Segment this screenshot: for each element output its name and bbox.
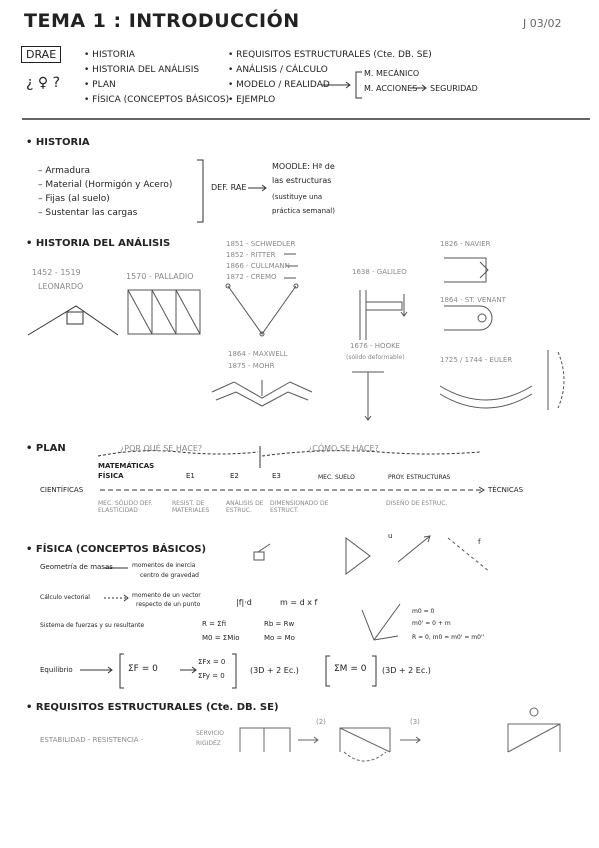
fisica-eq2a: Rb = Rw bbox=[264, 620, 295, 628]
hooke-label: 1676 - HOOKE bbox=[350, 342, 401, 350]
eq-bracket-right bbox=[326, 656, 330, 686]
index-item-ejemplo: • EJEMPLO bbox=[228, 95, 276, 105]
palladio-label: 1570 - PALLADIO bbox=[126, 272, 194, 281]
vector-u: u bbox=[388, 532, 393, 540]
page-date: J 03/02 bbox=[523, 17, 562, 30]
hooke-note: (sólido deformable) bbox=[346, 354, 405, 361]
plan-cientificas: CIENTÍFICAS bbox=[40, 486, 84, 494]
euler-label: 1725 / 1744 - EULER bbox=[440, 356, 513, 364]
page-title: TEMA 1 : INTRODUCCIÓN bbox=[24, 10, 300, 32]
hooke-sketch bbox=[352, 372, 384, 420]
eq-fy: ΣFy = 0 bbox=[198, 672, 225, 680]
model-acciones: M. ACCIONES bbox=[364, 84, 418, 93]
model-mecanico: M. MECÁNICO bbox=[364, 69, 420, 78]
plan-e2: E2 bbox=[230, 472, 239, 480]
leonardo-name: LEONARDO bbox=[38, 282, 84, 291]
model-bracket bbox=[356, 72, 362, 98]
figure-icon: ¿ ♀ ? bbox=[26, 75, 61, 91]
index-item-historia: • HISTORIA bbox=[84, 50, 135, 60]
fisica-geometria: Geometría de masas bbox=[40, 563, 113, 571]
moment-note-3: R = 0, m0 = m0' = m0'' bbox=[412, 634, 485, 641]
cullmann-label: 1866 - CULLMANN bbox=[226, 262, 290, 270]
requisitos-frames bbox=[240, 708, 560, 761]
plan-tecnicas: TÉCNICAS bbox=[488, 486, 524, 494]
vector-f: f bbox=[478, 538, 481, 546]
fisica-calculo-r2: respecto de un punto bbox=[136, 601, 201, 608]
historia-item: – Armadura bbox=[38, 166, 90, 176]
fisica-calculo-r1: momento de un vector bbox=[132, 592, 201, 599]
historia-item: – Fijas (al suelo) bbox=[38, 194, 110, 204]
section-historia: • HISTORIA bbox=[26, 137, 90, 148]
fisica-vectors bbox=[254, 536, 490, 574]
requisitos-rigidez: RIGIDEZ bbox=[196, 740, 221, 747]
requisitos-step-3: (3) bbox=[410, 718, 420, 726]
requisitos-row: ESTABILIDAD - RESISTENCIA - bbox=[40, 736, 144, 744]
fisica-geometria-r2: centro de gravedad bbox=[140, 572, 199, 579]
plan-below-4: DIMENSIONADO DE ESTRUCT. bbox=[270, 500, 329, 514]
leonardo-sketch bbox=[28, 306, 118, 335]
plan-e1: E1 bbox=[186, 472, 195, 480]
maxwell-label: 1864 - MAXWELL bbox=[228, 350, 288, 358]
plan-below-1: MEC. SÓLIDO DEF. ELASTICIDAD bbox=[98, 500, 153, 514]
ritter-label: 1852 - RITTER bbox=[226, 251, 276, 259]
navier-label: 1826 - NAVIER bbox=[440, 240, 491, 248]
cremona-label: 1872 - CREMO bbox=[226, 273, 277, 281]
plan-e3: E3 bbox=[272, 472, 281, 480]
plan-below-3: ANÁLISIS DE ESTRUC. bbox=[226, 500, 264, 514]
index-item-calculo: • ANÁLISIS / CÁLCULO bbox=[228, 65, 328, 75]
eq-3d: (3D + 2 Ec.) bbox=[382, 666, 431, 675]
plan-below-5: DISEÑO DE ESTRUC. bbox=[386, 500, 448, 507]
palladio-truss bbox=[128, 290, 200, 334]
leonardo-dates: 1452 - 1519 bbox=[32, 268, 81, 277]
historia-bracket bbox=[197, 160, 203, 222]
eq-fx: ΣFx = 0 bbox=[198, 658, 226, 666]
plan-fisica: FÍSICA bbox=[98, 472, 124, 480]
eq-2d: (3D + 2 Ec.) bbox=[250, 666, 299, 675]
historia-def: DEF. RAE bbox=[211, 183, 247, 192]
eq-bracket-left bbox=[120, 654, 124, 688]
drae-box: DRAE bbox=[21, 46, 61, 63]
moodle-line: (sustituye una bbox=[272, 193, 323, 201]
moodle-line: las estructuras bbox=[272, 176, 332, 185]
moment-note-1: m0 = 0 bbox=[412, 608, 435, 615]
plan-por-que: ¿POR QUÉ SE HACE? bbox=[120, 444, 203, 453]
eq-summ: ΣM = 0 bbox=[334, 664, 367, 674]
galileo-sketch bbox=[360, 290, 407, 340]
moodle-line: MOODLE: Hª de bbox=[272, 162, 335, 171]
moodle-line: práctica semanal) bbox=[272, 207, 335, 215]
fisica-eq1a: R = Σfi bbox=[202, 620, 227, 628]
requisitos-servicio: SERVICIO bbox=[196, 730, 224, 737]
fisica-geometria-r1: momentos de inercia bbox=[132, 562, 196, 569]
fisica-fd: |f|·d bbox=[236, 598, 252, 607]
section-analisis: • HISTORIA DEL ANÁLISIS bbox=[26, 238, 171, 249]
model-seguridad: SEGURIDAD bbox=[430, 84, 478, 93]
section-requisitos: • REQUISITOS ESTRUCTURALES (Cte. DB. SE) bbox=[26, 702, 279, 713]
plan-below-2: RESIST. DE MATERIALES bbox=[172, 500, 210, 514]
galileo-label: 1638 - GALILEO bbox=[352, 268, 407, 276]
mohr-label: 1875 - MOHR bbox=[228, 362, 275, 370]
fisica-equilibrio: Equilibrio bbox=[40, 666, 73, 674]
plan-matematicas: MATEMÁTICAS bbox=[98, 462, 155, 470]
section-plan: • PLAN bbox=[26, 443, 66, 454]
index-item-fisica: • FÍSICA (CONCEPTOS BÁSICOS) bbox=[84, 95, 230, 105]
fisica-eq2b: Mo = Mo bbox=[264, 634, 295, 642]
index-item-modelo: • MODELO / REALIDAD bbox=[228, 80, 330, 90]
index-item-plan: • PLAN bbox=[84, 80, 116, 90]
stvenant-label: 1864 - ST. VENANT bbox=[440, 296, 506, 304]
moment-note-2: m0' = 0 + m bbox=[412, 620, 451, 627]
historia-item: – Sustentar las cargas bbox=[38, 208, 138, 218]
moment-sketch bbox=[362, 604, 400, 640]
navier-sketch bbox=[444, 258, 492, 330]
plan-como: ¿CÓMO SE HACE? bbox=[308, 444, 379, 453]
requisitos-step-2: (2) bbox=[316, 718, 326, 726]
eq-sumf: ΣF = 0 bbox=[128, 664, 158, 674]
index-item-analisis: • HISTORIA DEL ANÁLISIS bbox=[84, 65, 200, 75]
fisica-sistema: Sistema de fuerzas y su resultante bbox=[40, 622, 145, 629]
fisica-calculo: Cálculo vectorial bbox=[40, 594, 90, 601]
plan-mec-suelo: MEC. SUELO bbox=[318, 474, 355, 481]
index-item-requisitos: • REQUISITOS ESTRUCTURALES (Cte. DB. SE) bbox=[228, 50, 432, 60]
section-fisica: • FÍSICA (CONCEPTOS BÁSICOS) bbox=[26, 544, 207, 555]
mohr-sketch bbox=[212, 380, 312, 406]
fisica-eq1b: M0 = ΣMio bbox=[202, 634, 240, 642]
plan-proy: PROY. ESTRUCTURAS bbox=[388, 474, 451, 481]
historia-item: – Material (Hormigón y Acero) bbox=[38, 180, 173, 190]
schwedler-label: 1851 - SCHWEDLER bbox=[226, 240, 296, 248]
fisica-cross: m = d x f bbox=[280, 598, 318, 607]
